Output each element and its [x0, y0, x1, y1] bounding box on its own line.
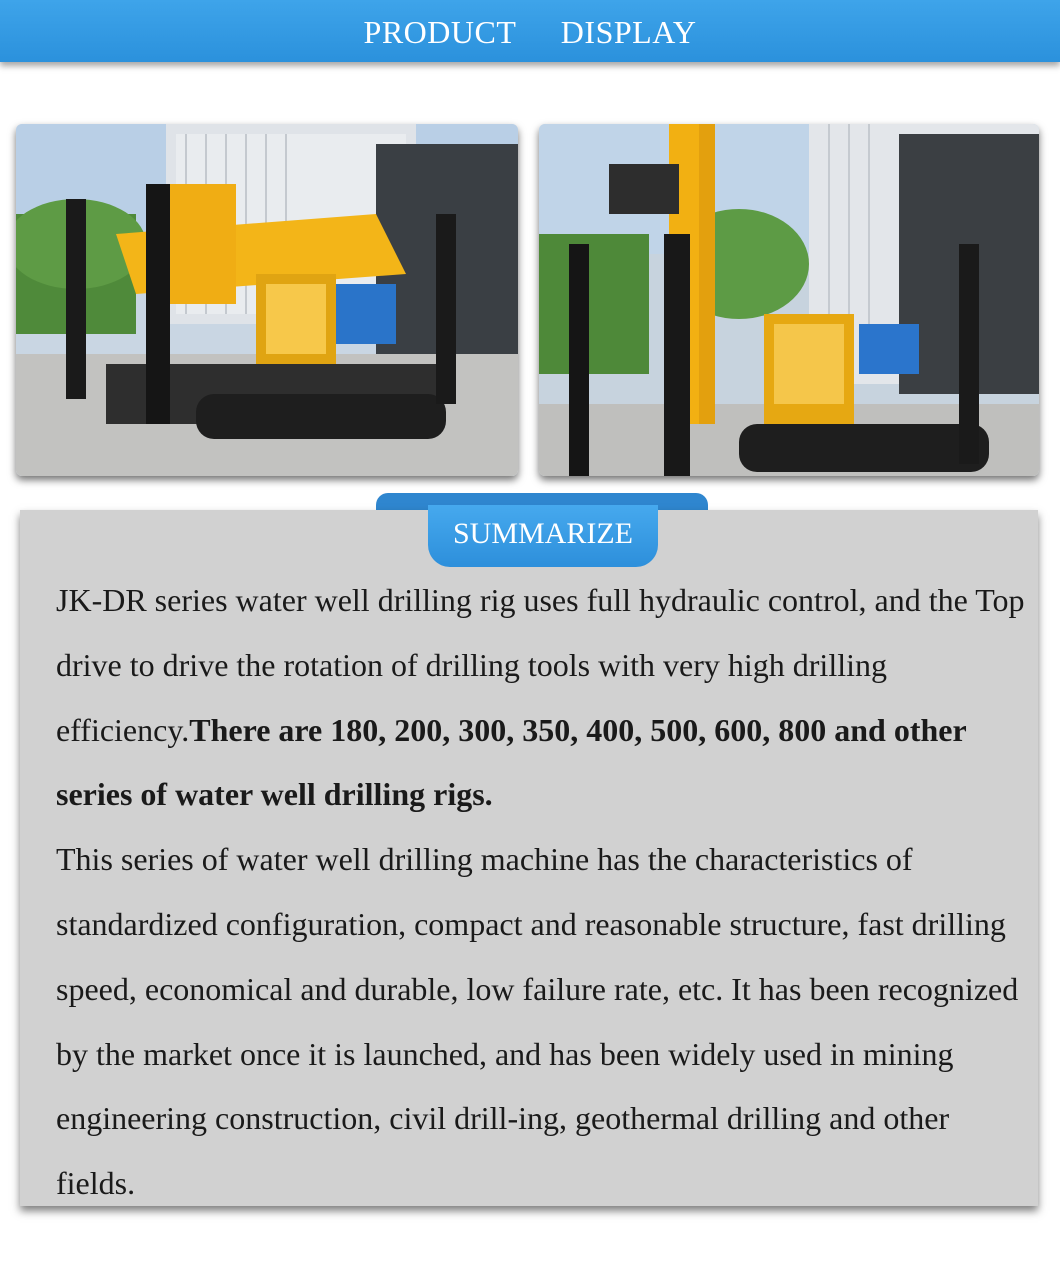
product-photo-right [539, 124, 1039, 476]
product-photo-left [16, 124, 518, 476]
summary-tab-label: SUMMARIZE [452, 517, 633, 550]
summary-paragraph-2: This series of water well drilling machine has the characteristics of standardized configuration, compact and reasonable structure, fast drilling speed, economical and durable, low failure rate, etc. It has been recognized by the market once it is launched, and has been widely used in mining engineering construction, civil drill-ing, geothermal drilling and other fields. [56, 841, 1019, 1202]
summary-paragraph-1-bold: There are 180, 200, 300, 350, 400, 500, 600, 800 and other series of water well drilling rigs. [56, 711, 967, 813]
summary-tab [428, 505, 658, 567]
summary-text [56, 568, 1036, 1216]
section-title: PRODUCT DISPLAY [363, 14, 697, 50]
header-banner [0, 0, 1060, 62]
summary-paragraph-1 [56, 568, 1036, 827]
summary-paragraph-1-normal: JK-DR series water well drilling rig uses full hydraulic control, and the Top drive to drive the rotation of drilling tools with very high drilling efficiency. [56, 582, 1025, 748]
